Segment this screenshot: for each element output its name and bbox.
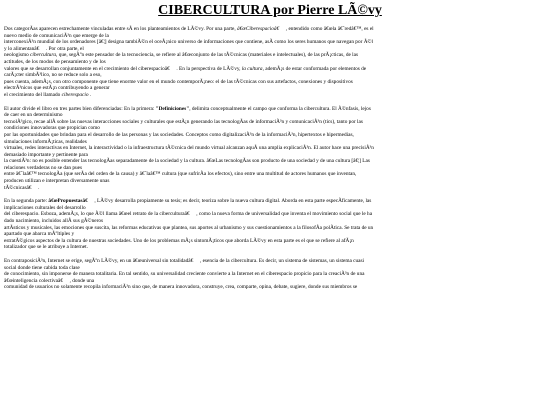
text-run: dado nacimiento, incluidos allÃ sus gÃ©neros <box>4 218 104 225</box>
text-run: . <box>88 91 92 98</box>
text-run: comunidad de usuarios no solamente recopila informaciÃ³n sino que, de manera innovadora, construye, crea, comparte, opina, debate, sugiere, donde sus miembros se <box>4 284 358 291</box>
text-run: y lo alimentanâ€ . Por otra parte, el <box>4 45 84 52</box>
text-run: tÃ©cnicasâ€ . <box>4 184 40 191</box>
text-run: , entendido como â€œla â€˜redâ€™, es el <box>279 26 374 32</box>
document-title-text: CIBERCULTURA por Pierre LÃ©vy <box>158 3 382 18</box>
bold-text: â€œPropuestasâ€ <box>48 198 88 205</box>
text-line <box>4 258 536 265</box>
paragraph-spacer <box>4 251 536 258</box>
text-line <box>4 52 536 59</box>
text-line <box>4 125 536 132</box>
text-run: En la segunda parte: <box>4 198 49 205</box>
italic-text: cibercultura <box>30 52 57 59</box>
text-run: simulaciones informÃ¡ticas, realidades <box>4 138 87 145</box>
text-line <box>4 39 536 46</box>
text-run: , que, segÃºn este pensador de la tecnociencia, se refiere al â€œconjunto de las tÃ©cnicas (materiales e intelectuales), de las prÃ¡cticas, de las <box>56 52 359 59</box>
text-run: actitudes, de los modos de pensamiento y de los <box>4 58 106 65</box>
text-run: totalizador que se le atribuye a Internet. <box>4 244 88 251</box>
text-run: El autor divide el libro en tres partes bien diferenciadas: En la primera: <box>4 105 156 112</box>
text-line <box>4 225 536 232</box>
text-run: condiciones innovadoras que propician como <box>4 125 100 132</box>
text-run: el crecimiento del llamado <box>4 91 62 98</box>
text-line <box>4 244 536 251</box>
text-run: de conocimiento, sin imponerse de manera totalitaria. En tal sentido, su universalidad creciente convierte a la Internet en el ciberespacio propicio para la creaciÃ³n de una <box>4 271 365 278</box>
text-run: , delimita conceptualmente el campo que conforma la cibercultura. El Ã©nfasis, lejos <box>189 105 371 112</box>
text-run: por las oportunidades que brindan para el desarrollo de las personas y las sociedades. Conceptos como digitalizaciÃ³n de la informaciÃ³n, hipertextos e hipermedias, <box>4 131 354 138</box>
italic-text: ciberespacio <box>61 91 89 98</box>
text-run: pues cuenta, ademÃ¡s, con otro componente que tiene enorme valor en el mundo contemporÃ¡neo: el de las tÃ©cnicas con sus artefactos, conexiones y dispositivos <box>4 78 353 85</box>
text-run: artÃsticos y musicales, las emociones que suscita, las reformas educativas que plantea, sus aportes al urbanismo y sus cuestionamientos a la filosofÃa polÃtica. Se trata de un <box>4 224 374 231</box>
text-line <box>4 171 536 178</box>
text-line <box>4 26 536 33</box>
text-run: relaciones verdaderas no se dan pues <box>4 164 83 171</box>
text-run: la cuestiÃ³n: no es posible entender las tecnologÃas separadamente de la sociedad y la cultura. â€œLas tecnologÃas son producto de una sociedad y de una cultura [â€¦] Las <box>4 158 370 165</box>
document-title <box>4 0 536 20</box>
text-line <box>4 59 536 66</box>
text-run: nuevo medio de comunicaciÃ³n que emerge de la <box>4 32 109 39</box>
text-run: Dos categorÃas aparecen estrechamente vinculadas entre sÃ en los planteamientos de LÃ©vy. Por una parte, <box>4 26 237 32</box>
text-line <box>4 185 536 192</box>
text-line <box>4 271 536 278</box>
document-body <box>4 20 536 291</box>
text-run: carÃ¡cter simbÃ³lico, no se reduce solo a eso, <box>4 72 102 79</box>
text-line <box>4 158 536 165</box>
text-run: apartado que abarca mÃºltiples y <box>4 231 75 238</box>
text-run: electrÃ³nicos que estÃ¡n contribuyendo a generar <box>4 85 110 92</box>
text-line <box>4 238 536 245</box>
text-run: tecnolÃ³gico, recae allÃ sobre las nuevas interacciones sociales y culturales que estÃ¡n generando las tecnologÃas de informaciÃ³n y comunicaciÃ³n (tics), tanto por las <box>4 118 363 125</box>
bold-text: "Definiciones" <box>155 105 190 112</box>
text-run: demasiado importante y pertinente para <box>4 151 88 158</box>
text-line <box>4 218 536 225</box>
text-line <box>4 231 536 238</box>
text-run: , ademÃ¡s de estar conformada por elementos de <box>262 65 367 72</box>
text-run: implicaciones culturales del desarrollo <box>4 204 86 211</box>
text-run: del ciberespacio. Esboza, ademÃ¡s, lo que Ã©l llama â€œel retrato de la ciberculturaâ€ , como la nueva forma de universalidad que inventa el movimiento social que le ha <box>4 211 373 218</box>
text-run: de caer en un determinismo <box>4 112 63 119</box>
text-run: social donde tiene cabida toda clase <box>4 264 80 271</box>
text-run: estratÃ©gicos aspectos de la cultura de nuestras sociedades. Uno de los problemas mÃ¡s sintomÃ¡ticos que aborda LÃ©vy en esta parte es el que se refiere al afÃ¡n <box>4 237 354 244</box>
paragraph-1 <box>4 26 536 99</box>
text-run: valores que se desarrollan conjuntamente en el crecimiento del ciberespacioâ€ . En la perspectiva de LÃ©vy, <box>4 65 242 72</box>
text-line <box>4 72 536 79</box>
text-line <box>4 178 536 185</box>
text-line <box>4 284 536 291</box>
text-run: En contraposiciÃ³n, Internet se erige, segÃºn LÃ©vy, en un â€œuniversal sin totalidadâ€ , esencia de la cibercultura. Es decir, un sistema de sistemas, un sistema cuasi <box>4 258 365 264</box>
paragraph-2 <box>4 106 536 192</box>
paragraph-4 <box>4 258 536 291</box>
italic-text: â€œCiberespacioâ€ <box>236 26 280 32</box>
text-run: entre â€˜laâ€™ tecnologÃa (que serÃa del orden de la causa) y â€˜laâ€™ cultura (que sufrirÃa los efectos), sino entre una multitud de actores humanos que inventan, <box>4 171 357 178</box>
text-run: virtuales, redes interactivas en Internet, la interactividad o la infraestructura tÃ©cnica del mundo virtual alcanzan aquÃ una amplia explicaciÃ³n. El autor hace una precisiÃ³n <box>4 145 374 152</box>
text-line <box>4 119 536 126</box>
text-line <box>4 145 536 152</box>
text-run: interconexiÃ³n mundial de los ordenadores [â€¦] designa tambiÃ©n el oceÃ¡nico universo de informaciones que contiene, asÃ como los seres humanos que navegan por Ã©l <box>4 39 374 46</box>
text-run: producen utilizan e interpretan diversamente unas <box>4 178 110 185</box>
italic-text: la cultura <box>241 65 263 72</box>
paragraph-spacer <box>4 99 536 106</box>
text-line <box>4 92 536 99</box>
text-line <box>4 85 536 92</box>
text-run: , LÃ©vy desarrolla propiamente su tesis; es decir, teoriza sobre la nueva cultura digital. Aborda en esta parte especÃficamente, las <box>87 198 372 205</box>
text-line <box>4 106 536 113</box>
text-line <box>4 132 536 139</box>
text-run: â€œinteligencia colectivaâ€ , donde una <box>4 277 95 284</box>
text-run: neologismo <box>4 52 31 59</box>
text-line <box>4 198 536 205</box>
paragraph-3 <box>4 198 536 251</box>
text-line <box>4 112 536 119</box>
